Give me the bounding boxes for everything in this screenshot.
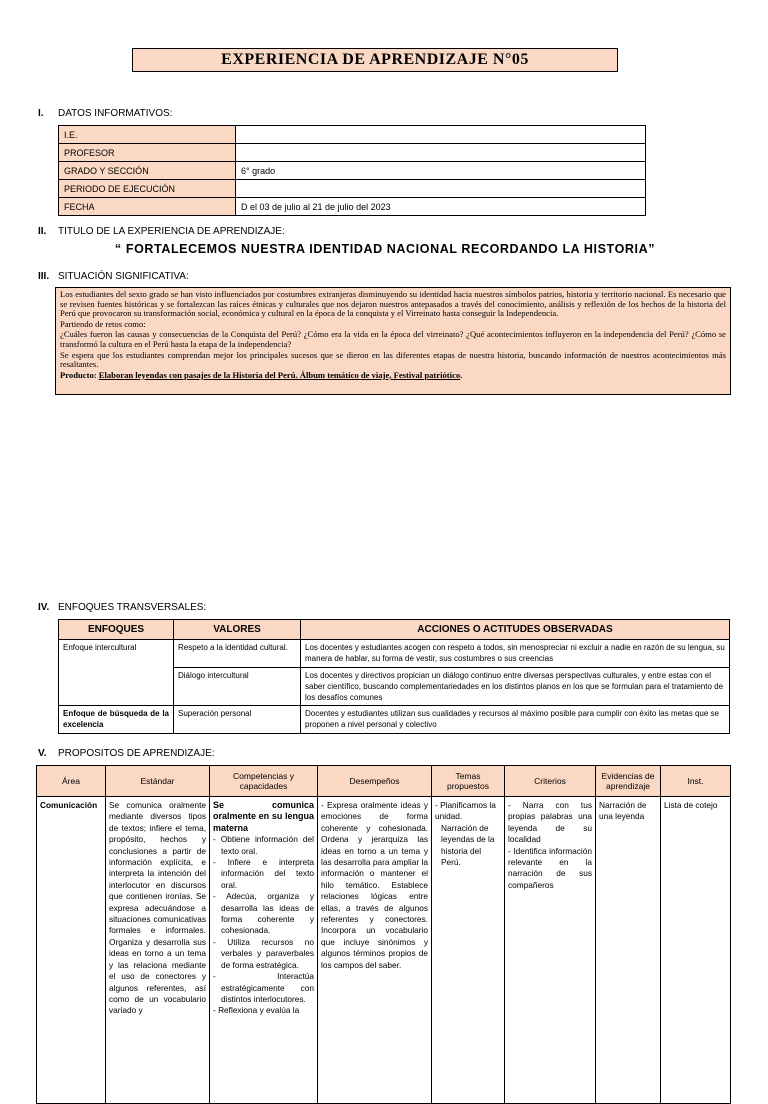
- section-4-heading: [38, 602, 206, 613]
- datos-key: I.E.: [59, 126, 236, 144]
- section-3-label: SITUACIÓN SIGNIFICATIVA:: [58, 271, 189, 282]
- valor-cell: Respeto a la identidad cultural.: [174, 640, 301, 668]
- section-3-number: III.: [38, 271, 50, 282]
- capacidad-item: - Utiliza recursos no verbales y paraverbales de forma estratégica.: [213, 936, 314, 970]
- section-2-number: II.: [38, 226, 47, 237]
- capacidad-item: - Interactúa estratégicamente con distintos interlocutores.: [213, 971, 314, 1004]
- section-4-label: ENFOQUES TRANSVERSALES:: [58, 602, 207, 613]
- criterio-item: - Narra con tus propias palabras una leyenda de su localidad: [508, 800, 592, 845]
- section-1-heading: [38, 108, 172, 119]
- situacion-paragraph: Partiendo de retos como:: [60, 318, 146, 329]
- propositos-header: Criterios: [505, 766, 596, 797]
- capacidad-item: - Adecúa, organiza y desarrolla las ideas de forma coherente y cohesionada.: [213, 891, 314, 936]
- section-3-heading: [38, 271, 189, 282]
- datos-row: [59, 198, 646, 216]
- propositos-header: Área: [37, 766, 106, 797]
- propositos-header: Desempeños: [318, 766, 432, 797]
- tema-item: Narración de leyendas de la historia del Perú.: [441, 822, 495, 868]
- capacidad-item: - Obtiene información del texto oral.: [213, 834, 314, 856]
- competencia-title: Se comunica oralmente en su lengua materna: [213, 800, 314, 833]
- propositos-row: [37, 797, 731, 1104]
- desempeno-cell: - Expresa oralmente ideas y emociones de forma coherente y cohesionada. Ordena y jerarquiza las ideas en torno a un tema y las desarrolla para ampliar la información o mantener el hilo temático. Establece relaciones lógicas entre ellas, a través de algunos referentes y conectores. Incorpora un vocabulario que incluye sinónimos y algunos términos propios de los campos del saber.: [318, 797, 432, 1104]
- temas-cell: [432, 797, 505, 1104]
- valor-cell: Superación personal: [174, 706, 301, 734]
- section-5-heading: [38, 748, 215, 759]
- accion-cell: Docentes y estudiantes utilizan sus cualidades y recursos al máximo posible para cumplir con éxito las metas que se proponen a nivel personal y colectivo: [301, 706, 730, 734]
- datos-key: PERIODO DE EJECUCIÓN: [59, 180, 236, 198]
- propositos-header: Inst.: [661, 766, 731, 797]
- criterio-item: - Identifica información relevante en la narración de sus compañeros: [508, 845, 592, 890]
- capacidades-list: [213, 834, 314, 1017]
- enfoques-header-row: [59, 620, 730, 640]
- producto-label: Producto:: [60, 369, 97, 380]
- section-5-number: V.: [38, 748, 47, 759]
- valor-cell: Diálogo intercultural: [174, 668, 301, 706]
- propositos-header: Estándar: [106, 766, 210, 797]
- evidencia-cell: Narración de una leyenda: [596, 797, 661, 1104]
- enfoques-row: [59, 706, 730, 734]
- enfoques-header: VALORES: [174, 620, 301, 640]
- inst-cell: Lista de cotejo: [661, 797, 731, 1104]
- section-5-label: PROPOSITOS DE APRENDIZAJE:: [58, 748, 215, 759]
- datos-key: FECHA: [59, 198, 236, 216]
- propositos-table: [36, 765, 731, 1104]
- estandar-cell: Se comunica oralmente mediante diversos tipos de textos; infiere el tema, propósito, hechos y conclusiones a partir de información explícita, e interpreta la intención del interlocutor en discursos que contienen ironías. Se expresa adecuándose a situaciones comunicativas formales e informales. Organiza y desarrolla sus ideas en torno a un tema y las relaciona mediante el uso de conectores y algunos referentes, así como de un vocabulario variado y: [106, 797, 210, 1104]
- propositos-header: Competencias y capacidades: [210, 766, 318, 797]
- accion-cell: Los docentes y estudiantes acogen con respeto a todos, sin menospreciar ni excluir a nadie en razón de su lengua, su manera de hablar, su forma de vestir, sus costumbres o sus creencias: [301, 640, 730, 668]
- area-cell: Comunicación: [37, 797, 106, 1104]
- enfoques-row: [59, 640, 730, 668]
- accion-cell: Los docentes y directivos propician un diálogo continuo entre diversas perspectivas culturales, y entre estas con el saber científico, buscando complementariedades en los distintos planos en los que se formulan para el tratamiento de los desafíos comunes: [301, 668, 730, 706]
- datos-value: [236, 180, 646, 198]
- situacion-paragraph: Se espera que los estudiantes comprendan mejor los principales sucesos que se dieron en las diferentes etapas de nuestra historia, buscando información de nuestros acontecimientos más resaltantes.: [60, 349, 726, 370]
- enfoques-header: ENFOQUES: [59, 620, 174, 640]
- situacion-paragraph: Los estudiantes del sexto grado se han visto influenciados por costumbres extranjeras disminuyendo su identidad hacia nuestros símbolos patrios, historia y territorio nacional. Es necesario que se revisen fuentes históricas y se fortalezcan las raíces étnicas y culturales que nos dejaron nuestros antepasados a través del conocimiento, análisis y reflexión de los hechos de la historia del Perú que provocaron su transformación social, económica y cultural en la época de la conquista y el Virreinato hasta conseguir la Independencia.: [60, 289, 726, 319]
- datos-row: [59, 144, 646, 162]
- situacion-paragraph: ¿Cuáles fueron las causas y consecuencias de la Conquista del Perú? ¿Cómo era la vida en la época del virreinato? ¿Qué acontecimientos influyeron en la independencia del Perú? ¿Cómo se transformó la cultura en el Perú hasta la etapa de la independencia?: [60, 329, 726, 349]
- datos-row: [59, 162, 646, 180]
- section-2-label: TITULO DE LA EXPERIENCIA DE APRENDIZAJE:: [58, 226, 285, 237]
- section-4-number: IV.: [38, 602, 50, 613]
- datos-value: [236, 144, 646, 162]
- datos-value: 6° grado: [236, 162, 646, 180]
- enfoques-table: [58, 619, 730, 734]
- capacidad-item: - Infiere e interpreta información del texto oral.: [213, 857, 314, 890]
- situacion-box: [55, 287, 731, 395]
- section-1-label: DATOS INFORMATIVOS:: [58, 108, 173, 119]
- producto-line: [60, 371, 726, 381]
- datos-row: [59, 126, 646, 144]
- datos-value: D el 03 de julio al 21 de julio del 2023: [236, 198, 646, 216]
- datos-value: [236, 126, 646, 144]
- document-title: EXPERIENCIA DE APRENDIZAJE N°05: [132, 48, 618, 72]
- propositos-header: Temas propuestos: [432, 766, 505, 797]
- experience-title: “ FORTALECEMOS NUESTRA IDENTIDAD NACIONAL RECORDANDO LA HISTORIA”: [114, 242, 656, 256]
- capacidad-item: - Reflexiona y evalúa la: [213, 1005, 300, 1016]
- competencias-cell: [210, 797, 318, 1104]
- producto-end: .: [460, 369, 463, 380]
- enfoques-header: ACCIONES O ACTITUDES OBSERVADAS: [301, 620, 730, 640]
- datos-row: [59, 180, 646, 198]
- propositos-header: Evidencias de aprendizaje: [596, 766, 661, 797]
- datos-key: PROFESOR: [59, 144, 236, 162]
- datos-table: [58, 125, 646, 216]
- enfoque-cell: Enfoque de búsqueda de la excelencia: [59, 706, 174, 734]
- section-1-number: I.: [38, 108, 44, 119]
- criterios-cell: [505, 797, 596, 1104]
- datos-key: GRADO Y SECCIÓN: [59, 162, 236, 180]
- enfoque-cell: Enfoque intercultural: [59, 640, 174, 706]
- tema-item: - Planificamos la unidad.: [435, 800, 496, 822]
- propositos-header-row: [37, 766, 731, 797]
- producto-text: Elaboran leyendas con pasajes de la Historia del Perú. Álbum temático de viaje, Festival patriótico: [98, 369, 461, 380]
- section-2-heading: [38, 226, 285, 237]
